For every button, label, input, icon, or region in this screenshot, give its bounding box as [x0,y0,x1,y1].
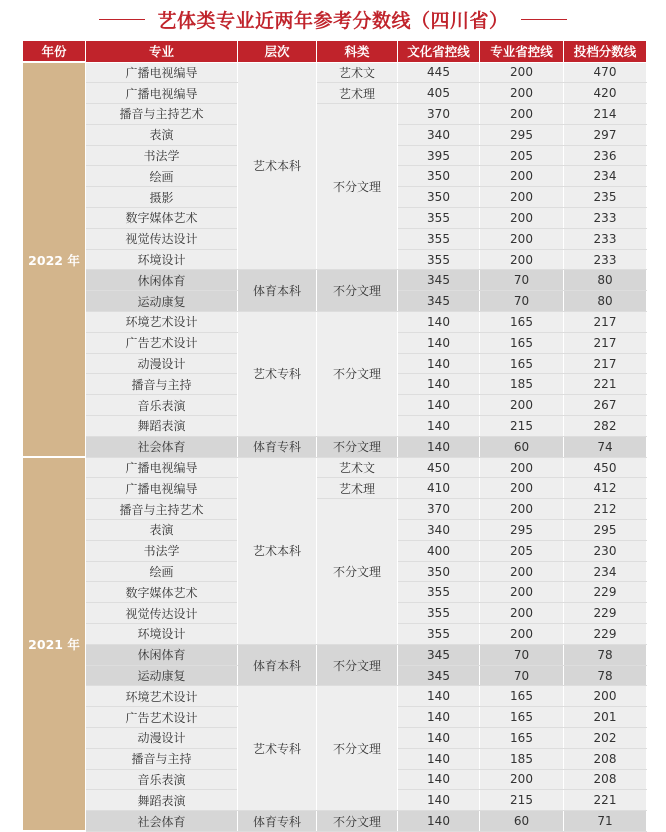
admit-line-cell: 267 [564,395,647,416]
major-cell: 广告艺术设计 [86,707,238,728]
header-pro-line: 专业省控线 [480,41,564,63]
culture-line-cell: 340 [398,520,480,541]
major-cell: 播音与主持艺术 [86,104,238,125]
pro-line-cell: 165 [480,728,564,749]
category-cell: 不分文理 [317,436,398,457]
culture-line-cell: 400 [398,540,480,561]
category-cell: 不分文理 [317,270,398,312]
admit-line-cell: 229 [564,582,647,603]
major-cell: 音乐表演 [86,395,238,416]
pro-line-cell: 200 [480,582,564,603]
header-row [23,41,647,63]
title-rule-right [521,19,567,20]
admit-line-cell: 282 [564,416,647,437]
culture-line-cell: 350 [398,561,480,582]
admit-line-cell: 71 [564,811,647,832]
level-cell: 艺术本科 [238,457,317,644]
major-cell: 动漫设计 [86,728,238,749]
year-cell: 2022 年 [23,62,86,457]
major-cell: 环境艺术设计 [86,686,238,707]
pro-line-cell: 60 [480,811,564,832]
pro-line-cell: 200 [480,62,564,83]
admit-line-cell: 230 [564,540,647,561]
major-cell: 广播电视编导 [86,478,238,499]
admit-line-cell: 234 [564,561,647,582]
admit-line-cell: 80 [564,291,647,312]
admit-line-cell: 450 [564,457,647,478]
admit-line-cell: 235 [564,187,647,208]
major-cell: 表演 [86,520,238,541]
header-admit-line: 投档分数线 [564,41,647,63]
pro-line-cell: 200 [480,624,564,645]
culture-line-cell: 140 [398,374,480,395]
level-cell: 艺术专科 [238,312,317,437]
category-cell: 不分文理 [317,811,398,832]
admit-line-cell: 229 [564,603,647,624]
major-cell: 音乐表演 [86,769,238,790]
admit-line-cell: 212 [564,499,647,520]
pro-line-cell: 205 [480,540,564,561]
culture-line-cell: 140 [398,811,480,832]
admit-line-cell: 208 [564,769,647,790]
table-row [23,499,647,520]
major-cell: 书法学 [86,145,238,166]
major-cell: 社会体育 [86,811,238,832]
admit-line-cell: 217 [564,332,647,353]
header-culture-line: 文化省控线 [398,41,480,63]
culture-line-cell: 450 [398,457,480,478]
pro-line-cell: 165 [480,707,564,728]
pro-line-cell: 165 [480,353,564,374]
category-cell: 艺术文 [317,62,398,83]
admit-line-cell: 221 [564,790,647,811]
admit-line-cell: 221 [564,374,647,395]
culture-line-cell: 345 [398,270,480,291]
level-cell: 体育专科 [238,436,317,457]
major-cell: 广播电视编导 [86,457,238,478]
table-row [23,62,647,83]
table-row [23,270,647,291]
admit-line-cell: 412 [564,478,647,499]
culture-line-cell: 140 [398,790,480,811]
admit-line-cell: 214 [564,104,647,125]
major-cell: 社会体育 [86,436,238,457]
level-cell: 体育本科 [238,644,317,686]
culture-line-cell: 445 [398,62,480,83]
title-rule-left [99,19,145,20]
major-cell: 播音与主持 [86,748,238,769]
pro-line-cell: 200 [480,561,564,582]
admit-line-cell: 233 [564,208,647,229]
pro-line-cell: 70 [480,291,564,312]
header-category: 科类 [317,41,398,63]
admit-line-cell: 208 [564,748,647,769]
admit-line-cell: 295 [564,520,647,541]
table-body [23,62,647,831]
table-row [23,312,647,333]
table-row [23,457,647,478]
major-cell: 运动康复 [86,665,238,686]
culture-line-cell: 355 [398,228,480,249]
major-cell: 环境艺术设计 [86,312,238,333]
pro-line-cell: 185 [480,748,564,769]
pro-line-cell: 200 [480,208,564,229]
pro-line-cell: 215 [480,790,564,811]
major-cell: 环境设计 [86,624,238,645]
admit-line-cell: 200 [564,686,647,707]
table-row [23,83,647,104]
major-cell: 播音与主持艺术 [86,499,238,520]
category-cell: 不分文理 [317,644,398,686]
pro-line-cell: 165 [480,686,564,707]
admit-line-cell: 217 [564,353,647,374]
admit-line-cell: 78 [564,665,647,686]
category-cell: 艺术理 [317,478,398,499]
culture-line-cell: 355 [398,624,480,645]
culture-line-cell: 405 [398,83,480,104]
culture-line-cell: 355 [398,208,480,229]
culture-line-cell: 345 [398,644,480,665]
major-cell: 视觉传达设计 [86,228,238,249]
pro-line-cell: 200 [480,395,564,416]
major-cell: 舞蹈表演 [86,416,238,437]
culture-line-cell: 370 [398,499,480,520]
culture-line-cell: 355 [398,249,480,270]
culture-line-cell: 355 [398,603,480,624]
pro-line-cell: 70 [480,665,564,686]
table-row [23,811,647,832]
pro-line-cell: 200 [480,603,564,624]
major-cell: 广告艺术设计 [86,332,238,353]
pro-line-cell: 70 [480,644,564,665]
major-cell: 表演 [86,124,238,145]
admit-line-cell: 297 [564,124,647,145]
table-row [23,644,647,665]
category-cell: 艺术理 [317,83,398,104]
pro-line-cell: 200 [480,249,564,270]
level-cell: 体育本科 [238,270,317,312]
level-cell: 体育专科 [238,811,317,832]
culture-line-cell: 140 [398,769,480,790]
admit-line-cell: 229 [564,624,647,645]
pro-line-cell: 200 [480,166,564,187]
admit-line-cell: 217 [564,312,647,333]
culture-line-cell: 140 [398,312,480,333]
category-cell: 艺术文 [317,457,398,478]
pro-line-cell: 200 [480,457,564,478]
culture-line-cell: 140 [398,395,480,416]
pro-line-cell: 200 [480,499,564,520]
header-level: 层次 [238,41,317,63]
culture-line-cell: 410 [398,478,480,499]
admit-line-cell: 78 [564,644,647,665]
major-cell: 舞蹈表演 [86,790,238,811]
pro-line-cell: 165 [480,332,564,353]
admit-line-cell: 233 [564,249,647,270]
pro-line-cell: 60 [480,436,564,457]
major-cell: 运动康复 [86,291,238,312]
admit-line-cell: 420 [564,83,647,104]
level-cell: 艺术本科 [238,62,317,270]
culture-line-cell: 140 [398,728,480,749]
culture-line-cell: 350 [398,187,480,208]
admit-line-cell: 201 [564,707,647,728]
table-row [23,686,647,707]
major-cell: 摄影 [86,187,238,208]
pro-line-cell: 295 [480,520,564,541]
major-cell: 休闲体育 [86,270,238,291]
admit-line-cell: 74 [564,436,647,457]
culture-line-cell: 140 [398,436,480,457]
pro-line-cell: 205 [480,145,564,166]
culture-line-cell: 140 [398,332,480,353]
culture-line-cell: 345 [398,665,480,686]
culture-line-cell: 345 [398,291,480,312]
pro-line-cell: 165 [480,312,564,333]
header-year: 年份 [23,41,86,63]
table-row [23,478,647,499]
culture-line-cell: 140 [398,707,480,728]
pro-line-cell: 70 [480,270,564,291]
level-cell: 艺术专科 [238,686,317,811]
culture-line-cell: 140 [398,353,480,374]
culture-line-cell: 370 [398,104,480,125]
major-cell: 书法学 [86,540,238,561]
score-table [22,40,647,832]
major-cell: 绘画 [86,561,238,582]
admit-line-cell: 80 [564,270,647,291]
admit-line-cell: 202 [564,728,647,749]
major-cell: 数字媒体艺术 [86,582,238,603]
header-major: 专业 [86,41,238,63]
admit-line-cell: 236 [564,145,647,166]
pro-line-cell: 200 [480,83,564,104]
pro-line-cell: 200 [480,187,564,208]
category-cell: 不分文理 [317,312,398,437]
pro-line-cell: 200 [480,769,564,790]
culture-line-cell: 140 [398,686,480,707]
pro-line-cell: 200 [480,104,564,125]
pro-line-cell: 295 [480,124,564,145]
culture-line-cell: 395 [398,145,480,166]
major-cell: 绘画 [86,166,238,187]
category-cell: 不分文理 [317,499,398,645]
pro-line-cell: 200 [480,228,564,249]
culture-line-cell: 350 [398,166,480,187]
culture-line-cell: 140 [398,748,480,769]
major-cell: 广播电视编导 [86,62,238,83]
major-cell: 数字媒体艺术 [86,208,238,229]
admit-line-cell: 234 [564,166,647,187]
table-row [23,436,647,457]
admit-line-cell: 233 [564,228,647,249]
table-row [23,104,647,125]
pro-line-cell: 215 [480,416,564,437]
culture-line-cell: 355 [398,582,480,603]
culture-line-cell: 340 [398,124,480,145]
major-cell: 休闲体育 [86,644,238,665]
category-cell: 不分文理 [317,104,398,270]
year-cell: 2021 年 [23,457,86,831]
pro-line-cell: 185 [480,374,564,395]
major-cell: 广播电视编导 [86,83,238,104]
page-title: 艺体类专业近两年参考分数线（四川省） [157,9,509,32]
major-cell: 动漫设计 [86,353,238,374]
pro-line-cell: 200 [480,478,564,499]
title-bar [0,0,666,38]
major-cell: 视觉传达设计 [86,603,238,624]
category-cell: 不分文理 [317,686,398,811]
admit-line-cell: 470 [564,62,647,83]
culture-line-cell: 140 [398,416,480,437]
major-cell: 播音与主持 [86,374,238,395]
major-cell: 环境设计 [86,249,238,270]
